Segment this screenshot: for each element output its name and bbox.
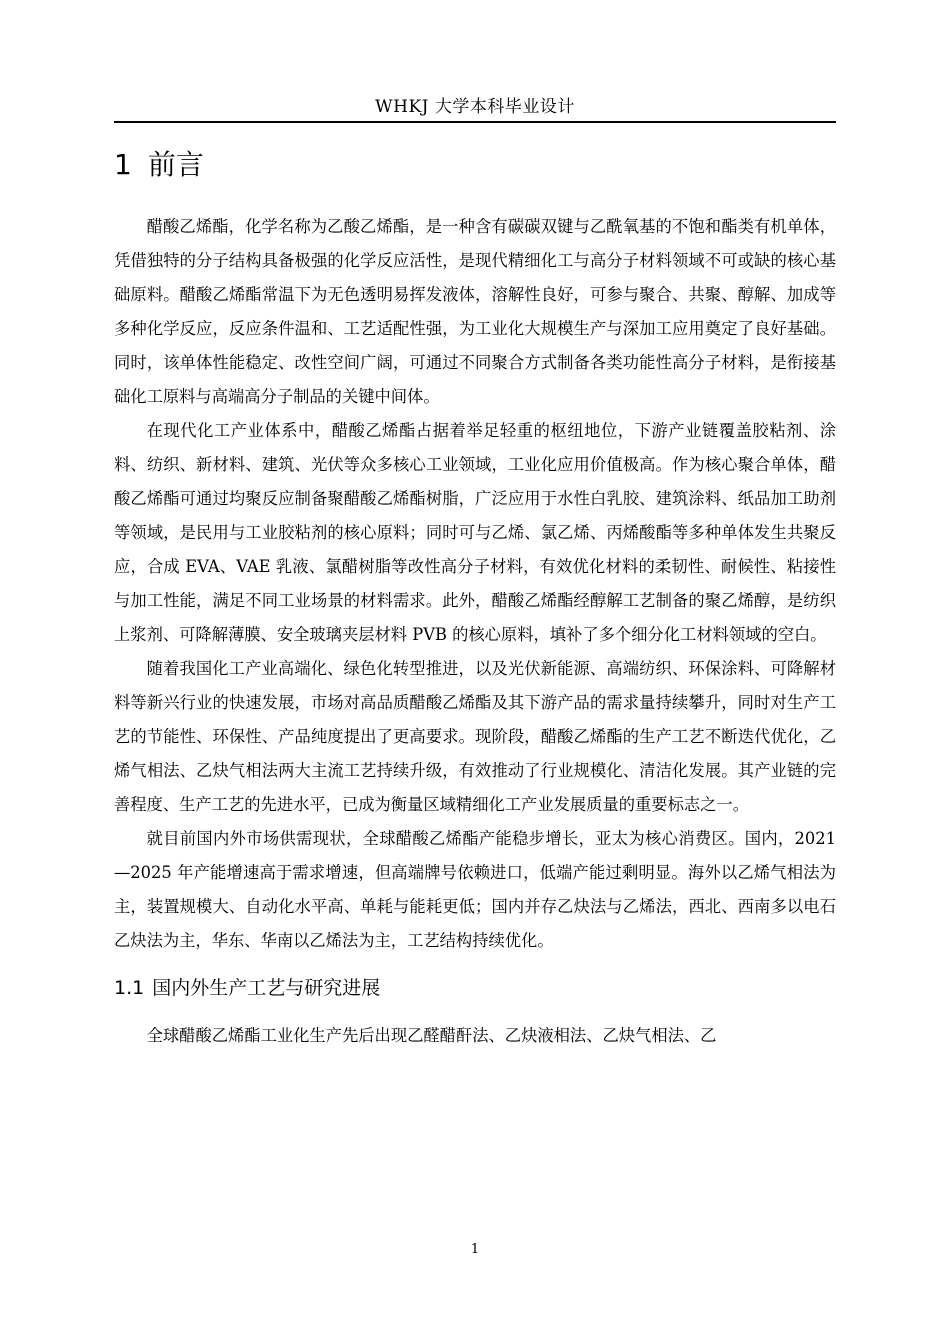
subsection-heading: [114, 971, 836, 1005]
subsection-number: 1.1: [114, 977, 145, 999]
section-title: 前言: [147, 148, 204, 181]
subsection-title: 国内外生产工艺与研究进展: [152, 977, 381, 999]
document-body: [114, 210, 836, 1053]
section-number: 1: [114, 148, 132, 181]
paragraph: 就目前国内外市场供需现状，全球醋酸乙烯酯产能稳步增长，亚太为核心消费区。国内，2021—2025 年产能增速高于需求增速，但高端牌号依赖进口，低端产能过剩明显。海外以乙烯气相法为主，装置规模大、自动化水平高、单耗与能耗更低；国内并存乙炔法与乙烯法，西北、西南多以电石乙炔法为主，华东、华南以乙烯法为主，工艺结构持续优化。: [114, 829, 836, 950]
paragraph: 随着我国化工产业高端化、绿色化转型推进，以及光伏新能源、高端纺织、环保涂料、可降解材料等新兴行业的快速发展，市场对高品质醋酸乙烯酯及其下游产品的需求量持续攀升，同时对生产工艺的节能性、环保性、产品纯度提出了更高要求。现阶段，醋酸乙烯酯的生产工艺不断迭代优化，乙烯气相法、乙炔气相法两大主流工艺持续升级，有效推动了行业规模化、清洁化发展。其产业链的完善程度、生产工艺的先进水平，已成为衡量区域精细化工产业发展质量的重要标志之一。: [114, 659, 836, 814]
paragraph: 醋酸乙烯酯，化学名称为乙酸乙烯酯，是一种含有碳碳双键与乙酰氧基的不饱和酯类有机单体，凭借独特的分子结构具备极强的化学反应活性，是现代精细化工与高分子材料领域不可或缺的核心基础原料。醋酸乙烯酯常温下为无色透明易挥发液体，溶解性良好，可参与聚合、共聚、醇解、加成等多种化学反应，反应条件温和、工艺适配性强，为工业化大规模生产与深加工应用奠定了良好基础。同时，该单体性能稳定、改性空间广阔，可通过不同聚合方式制备各类功能性高分子材料，是衔接基础化工原料与高端高分子制品的关键中间体。: [114, 217, 836, 406]
paragraph: 在现代化工产业体系中，醋酸乙烯酯占据着举足轻重的枢纽地位，下游产业链覆盖胶粘剂、涂料、纺织、新材料、建筑、光伏等众多核心工业领域，工业化应用价值极高。作为核心聚合单体，醋酸乙烯酯可通过均聚反应制备聚醋酸乙烯酯树脂，广泛应用于水性白乳胶、建筑涂料、纸品加工助剂等领域，是民用与工业胶粘剂的核心原料；同时可与乙烯、氯乙烯、丙烯酸酯等多种单体发生共聚反应，合成 EVA、VAE 乳液、氯醋树脂等改性高分子材料，有效优化材料的柔韧性、耐候性、粘接性与加工性能，满足不同工业场景的材料需求。此外，醋酸乙烯酯经醇解工艺制备的聚乙烯醇，是纺织上浆剂、可降解薄膜、安全玻璃夹层材料 PVB 的核心原料，填补了多个细分化工材料领域的空白。: [114, 421, 836, 644]
section-heading: [114, 143, 204, 187]
page-header: WHKJ 大学本科毕业设计: [375, 97, 575, 117]
header-divider: [114, 121, 836, 123]
paragraph: 全球醋酸乙烯酯工业化生产先后出现乙醛醋酐法、乙炔液相法、乙炔气相法、乙: [146, 1026, 717, 1045]
page-number: 1: [470, 1242, 480, 1257]
